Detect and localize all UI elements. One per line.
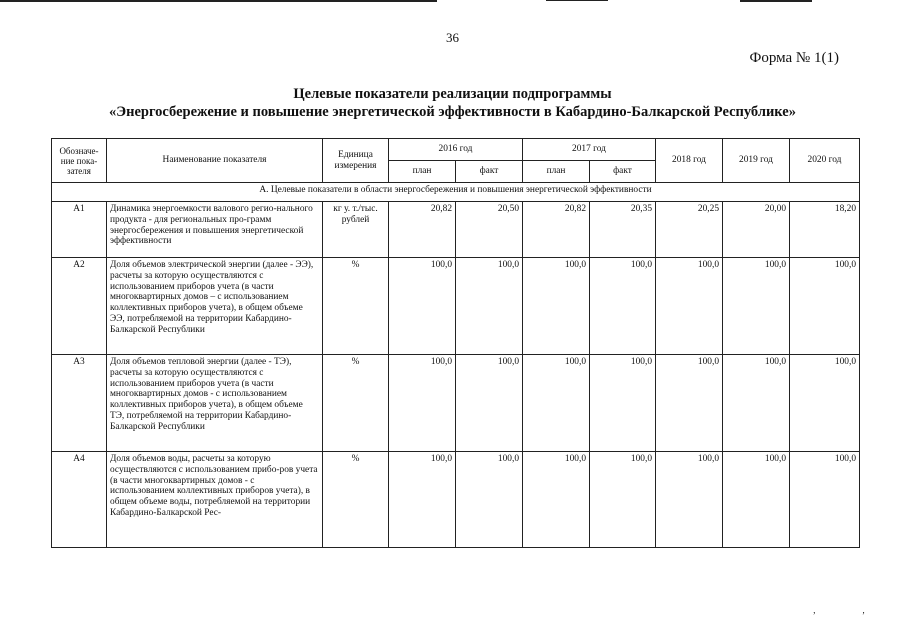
- value-2018: 100,0: [656, 258, 723, 355]
- value-2016-plan: 100,0: [389, 355, 456, 452]
- value-2020: 100,0: [790, 452, 860, 548]
- row-unit: %: [323, 452, 389, 548]
- value-2020: 18,20: [790, 202, 860, 258]
- header-2017-plan: план: [523, 161, 590, 183]
- header-2020: 2020 год: [790, 139, 860, 183]
- table-row: [52, 355, 860, 452]
- row-code: А2: [52, 258, 107, 355]
- value-2017-fact: 100,0: [590, 355, 656, 452]
- row-unit: кг у. т./тыс. рублей: [323, 202, 389, 258]
- top-rule-left: [0, 0, 437, 2]
- value-2017-plan: 100,0: [523, 258, 590, 355]
- header-code: Обозначе-ние пока-зателя: [52, 139, 107, 183]
- row-name: Доля объемов электрической энергии (далее - ЭЭ), расчеты за которую осуществляются с использованием приборов учета (в части многоквартирных домов – с использованием коллективных приборов учета), в общем объеме ЭЭ, потребляемой на территории Кабардино-Балкарской Республики: [107, 258, 323, 355]
- top-rule-right: [740, 0, 812, 2]
- value-2019: 100,0: [723, 258, 790, 355]
- value-2016-plan: 20,82: [389, 202, 456, 258]
- value-2016-fact: 100,0: [456, 355, 523, 452]
- value-2020: 100,0: [790, 258, 860, 355]
- value-2018: 20,25: [656, 202, 723, 258]
- top-rule-mid: [546, 0, 608, 1]
- form-label: Форма № 1(1): [749, 50, 839, 66]
- value-2017-plan: 100,0: [523, 452, 590, 548]
- row-code: А1: [52, 202, 107, 258]
- document-title: Целевые показатели реализации подпрограммы: [293, 86, 612, 102]
- row-unit: %: [323, 258, 389, 355]
- header-2018: 2018 год: [656, 139, 723, 183]
- value-2016-fact: 20,50: [456, 202, 523, 258]
- table-row: [52, 258, 860, 355]
- header-2019: 2019 год: [723, 139, 790, 183]
- value-2019: 100,0: [723, 452, 790, 548]
- header-2017-fact: факт: [590, 161, 656, 183]
- page-number: 36: [446, 30, 459, 45]
- scan-marks: ‚ ‚: [812, 605, 887, 615]
- value-2016-fact: 100,0: [456, 452, 523, 548]
- row-code: А3: [52, 355, 107, 452]
- section-a-title: А. Целевые показатели в области энергосбережения и повышения энергетической эффективности: [52, 183, 860, 202]
- row-name: Динамика энергоемкости валового регио-нального продукта - для региональных про-грамм энергосбережения и повышения энергетической эффективности: [107, 202, 323, 258]
- value-2017-fact: 100,0: [590, 258, 656, 355]
- header-2016-plan: план: [389, 161, 456, 183]
- value-2017-plan: 20,82: [523, 202, 590, 258]
- value-2019: 20,00: [723, 202, 790, 258]
- header-2017: 2017 год: [523, 139, 656, 161]
- value-2019: 100,0: [723, 355, 790, 452]
- value-2020: 100,0: [790, 355, 860, 452]
- value-2016-plan: 100,0: [389, 258, 456, 355]
- document-subtitle: «Энергосбережение и повышение энергетической эффективности в Кабардино-Балкарской Республике»: [109, 104, 796, 120]
- value-2017-plan: 100,0: [523, 355, 590, 452]
- header-2016: 2016 год: [389, 139, 523, 161]
- row-name: Доля объемов воды, расчеты за которую осуществляются с использованием прибо-ров учета (в части многоквартирных домов - с использованием коллективных приборов учета), в общем объеме воды, потребляемой на территории Кабардино-Балкарской Рес-: [107, 452, 323, 548]
- value-2016-plan: 100,0: [389, 452, 456, 548]
- table-row: [52, 202, 860, 258]
- table-row: [52, 452, 860, 548]
- value-2018: 100,0: [656, 355, 723, 452]
- row-name: Доля объемов тепловой энергии (далее - ТЭ), расчеты за которую осуществляются с использованием приборов учета (в части многоквартирных домов - с использованием коллективных приборов учета), в общем объеме ТЭ, потребляемой на территории Кабардино-Балкарской Республики: [107, 355, 323, 452]
- header-name: Наименование показателя: [107, 139, 323, 183]
- header-2016-fact: факт: [456, 161, 523, 183]
- row-unit: %: [323, 355, 389, 452]
- row-code: А4: [52, 452, 107, 548]
- header-unit: Единица измерения: [323, 139, 389, 183]
- value-2018: 100,0: [656, 452, 723, 548]
- value-2017-fact: 20,35: [590, 202, 656, 258]
- value-2016-fact: 100,0: [456, 258, 523, 355]
- value-2017-fact: 100,0: [590, 452, 656, 548]
- indicators-table: [51, 138, 860, 548]
